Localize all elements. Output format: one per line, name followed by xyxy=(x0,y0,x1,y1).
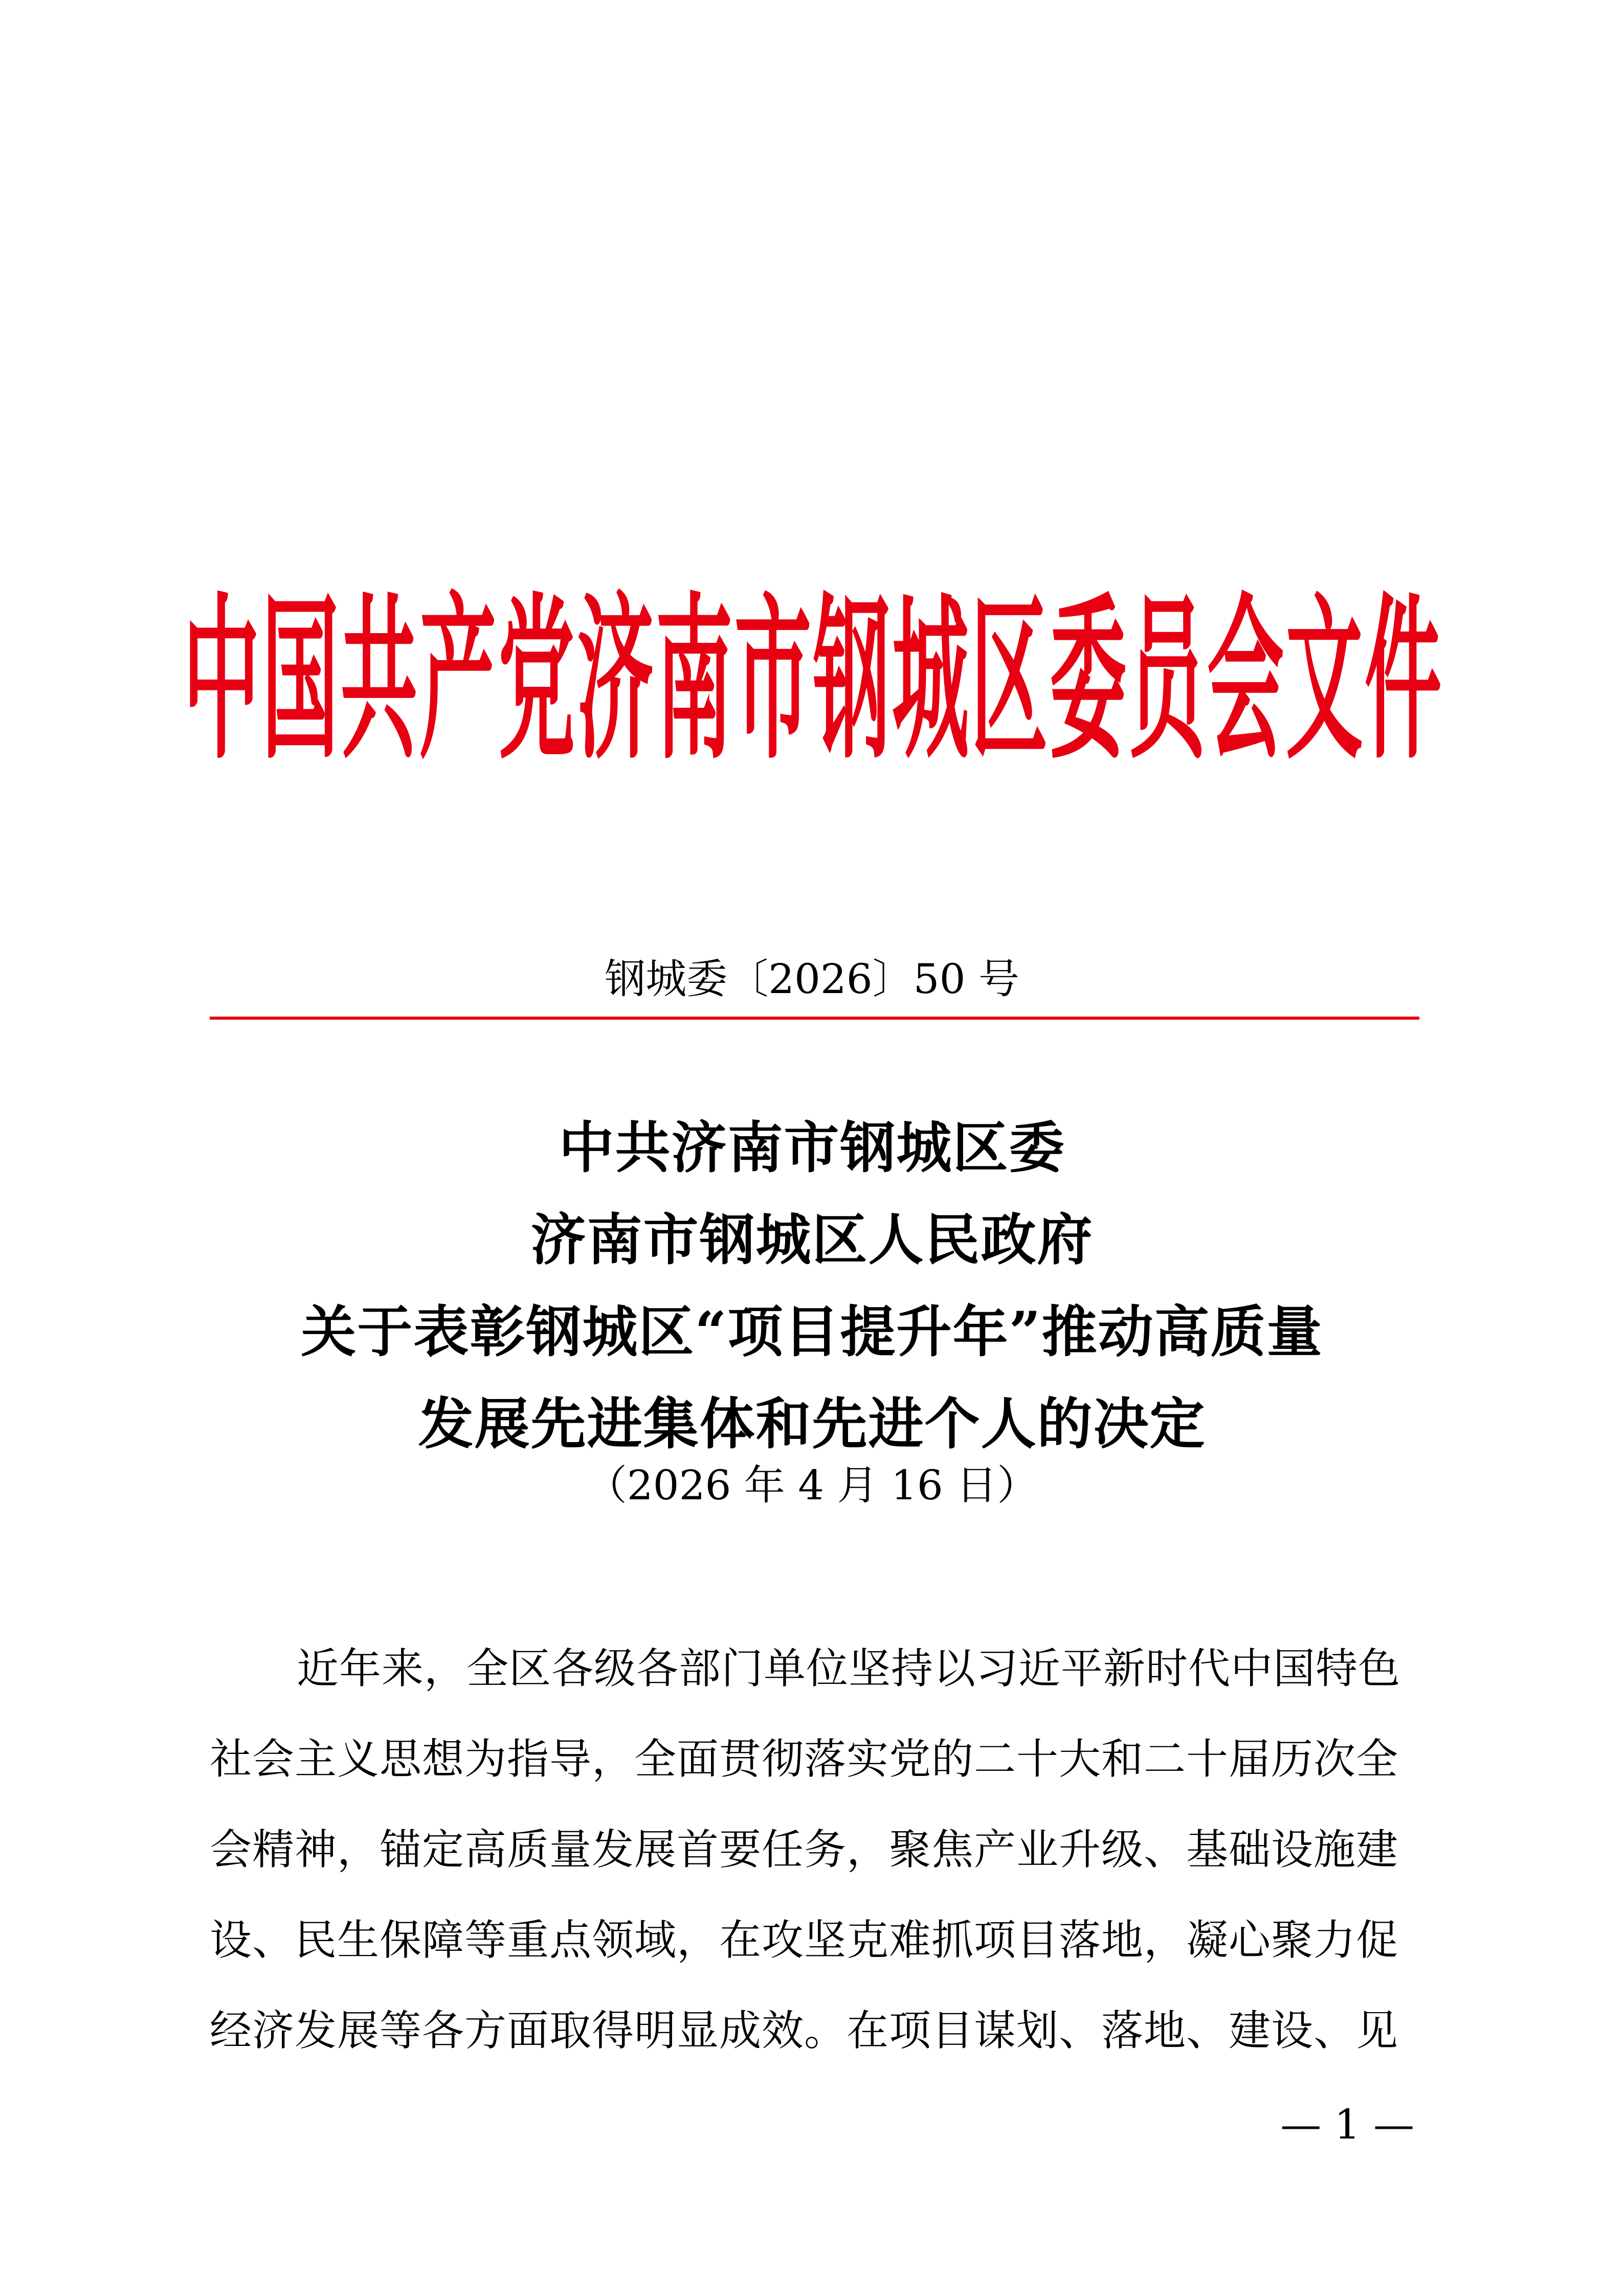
document-date: （2026 年 4 月 16 日） xyxy=(586,1461,1038,1509)
body-line: 社会主义思想为指导，全面贯彻落实党的二十大和二十届历次全 xyxy=(210,1735,1399,1784)
masthead xyxy=(183,552,1444,784)
document-title xyxy=(0,1102,1624,1470)
title-line: 关于表彰钢城区“项目提升年”推动高质量 xyxy=(301,1300,1323,1364)
body-line: 设、民生保障等重点领域，在攻坚克难抓项目落地，凝心聚力促 xyxy=(210,1916,1399,1965)
title-line: 中共济南市钢城区委 xyxy=(559,1116,1065,1180)
title-line: 发展先进集体和先进个人的决定 xyxy=(418,1392,1206,1456)
masthead-title: 中国共产党济南市钢城区委员会文件 xyxy=(183,579,1444,784)
document-number: 钢城委〔2026〕50 号 xyxy=(605,955,1019,1003)
body-line: 经济发展等各方面取得明显成效。在项目谋划、落地、建设、见 xyxy=(210,2007,1399,2055)
body-line: 会精神，锚定高质量发展首要任务，聚焦产业升级、基础设施建 xyxy=(210,1826,1399,1874)
body-line: 近年来，全区各级各部门单位坚持以习近平新时代中国特色 xyxy=(297,1645,1401,1693)
page-number: — 1 — xyxy=(1280,2101,1414,2148)
title-line: 济南市钢城区人民政府 xyxy=(530,1208,1094,1272)
red-divider xyxy=(210,1017,1419,1020)
body-paragraph xyxy=(210,1624,1422,2076)
